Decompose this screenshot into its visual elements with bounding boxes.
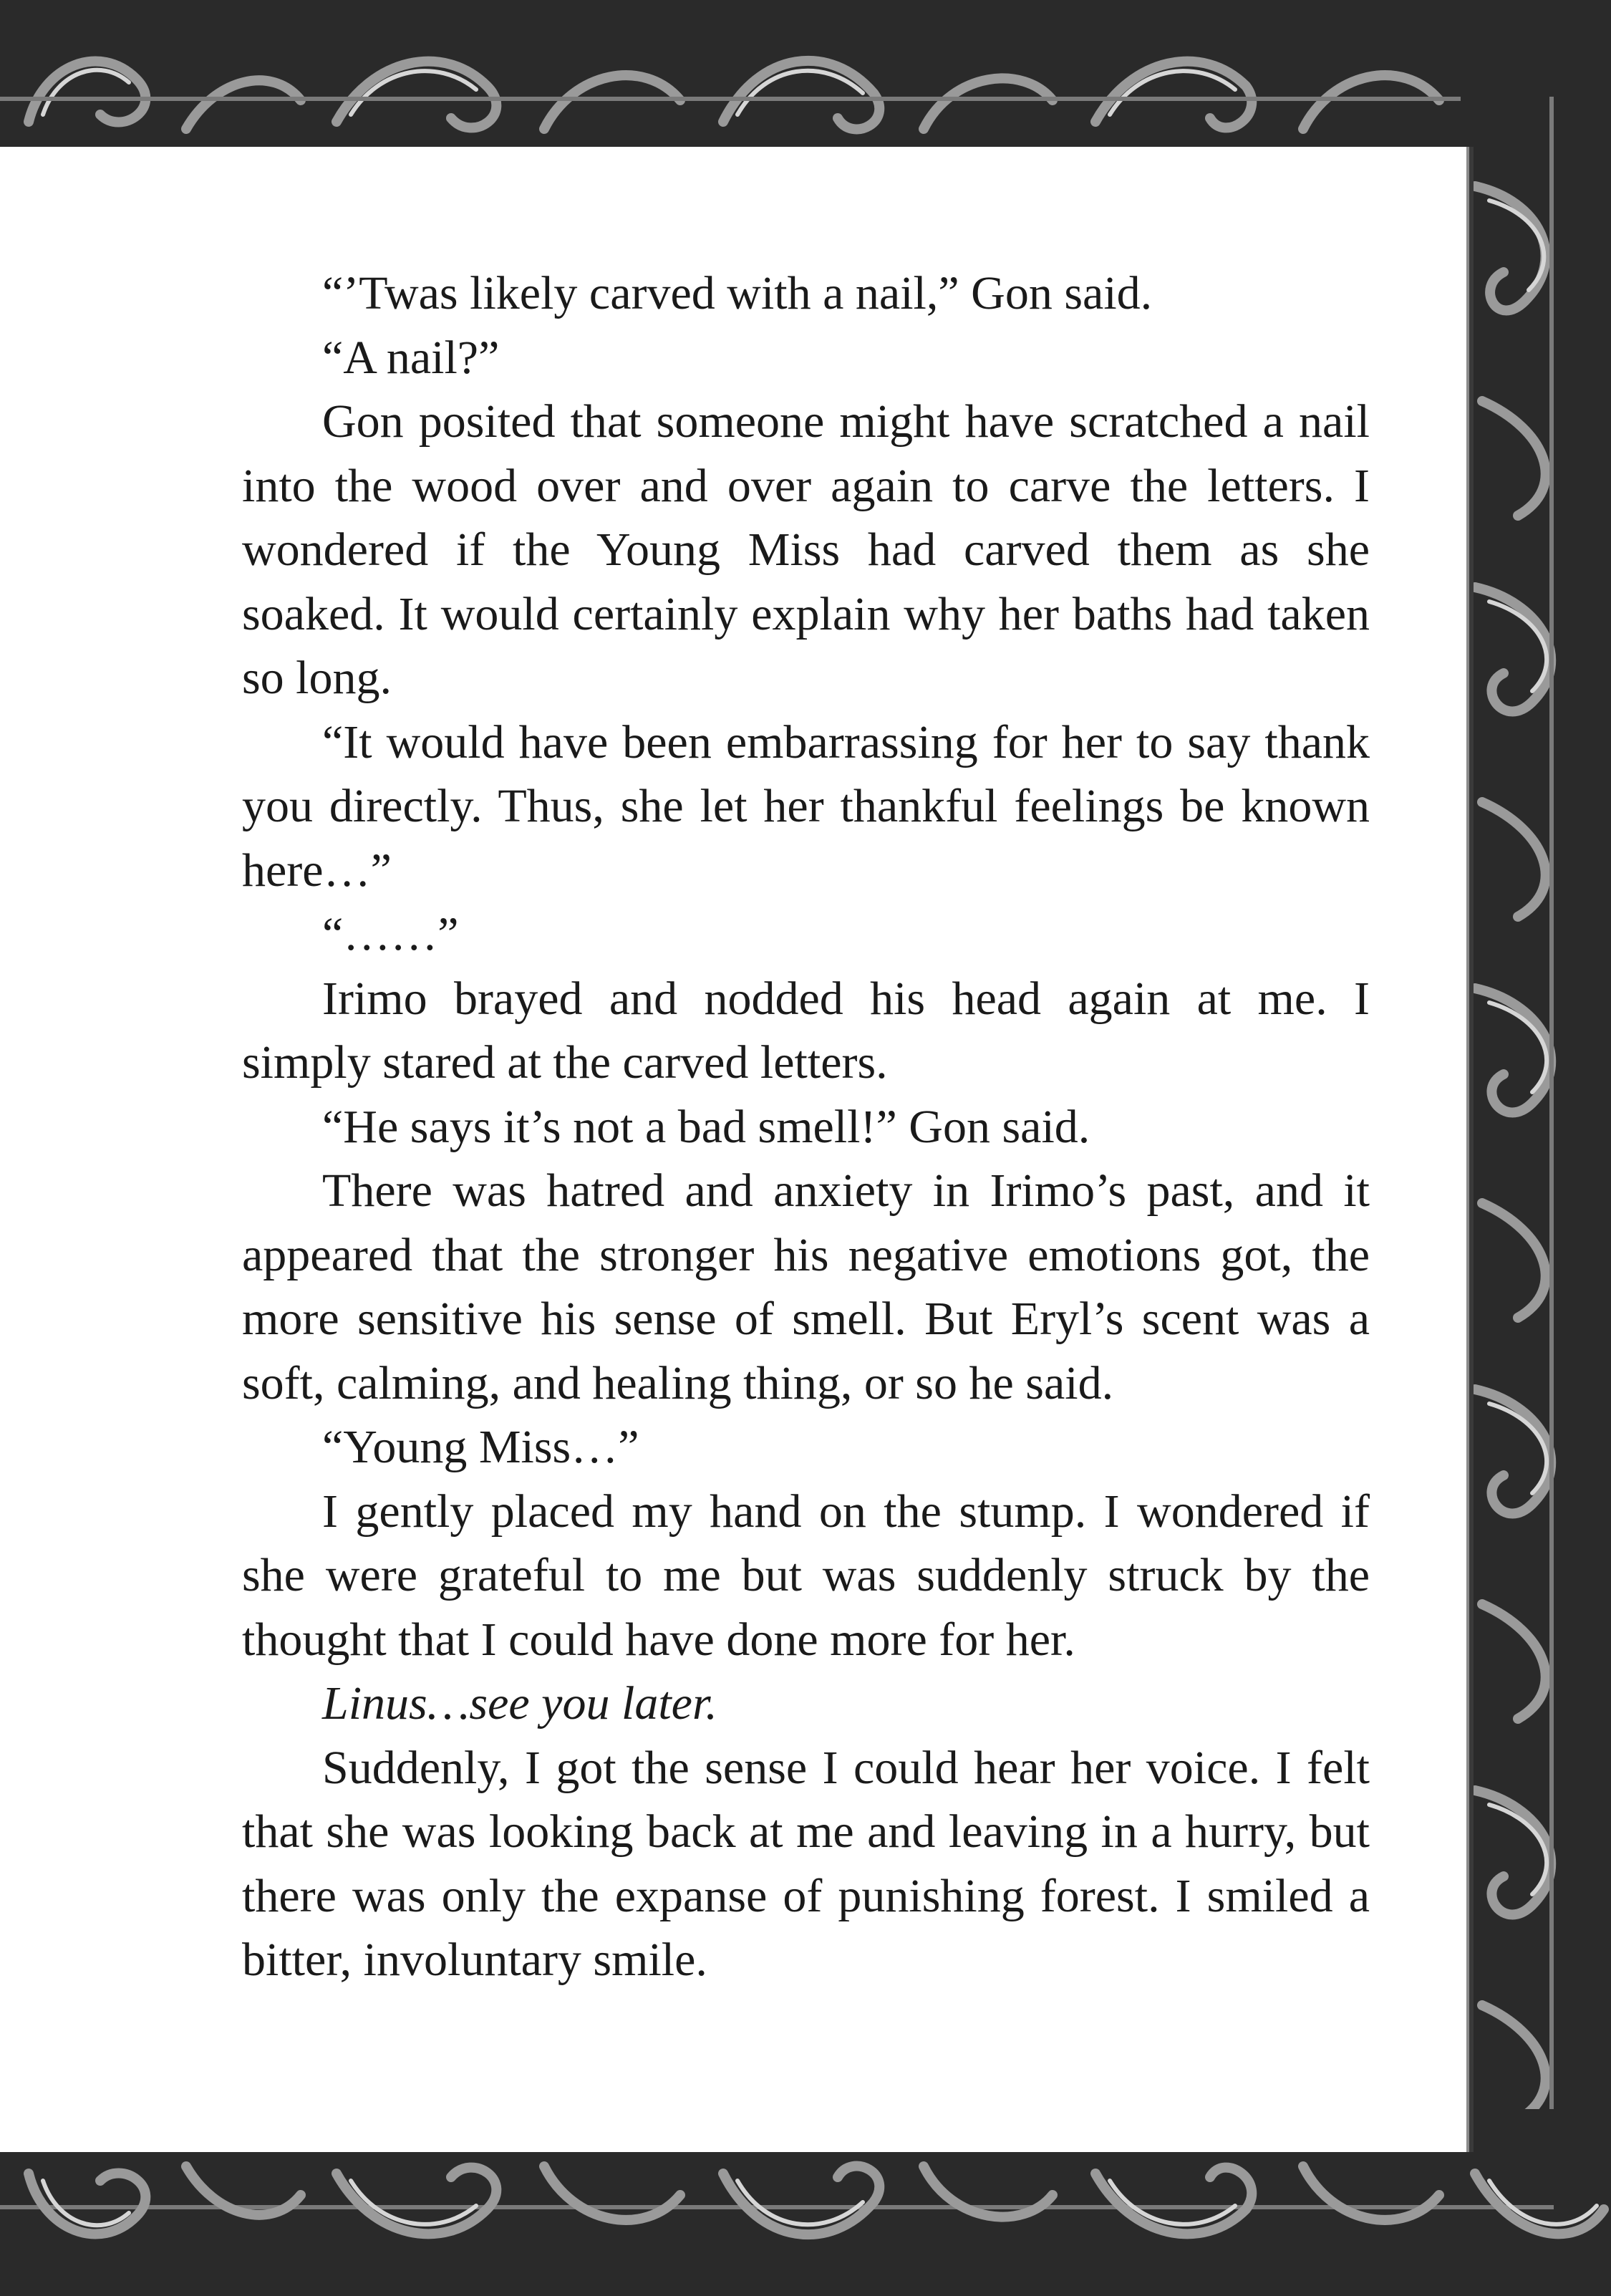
paragraph: “A nail?” (322, 331, 500, 384)
paragraph: “He says it’s not a bad smell!” Gon said. (322, 1100, 1090, 1153)
paragraph: “……” (322, 908, 459, 960)
paragraph: Suddenly, I got the sense I could hear her voice. I felt that she was looking back at me and leaving in a hurry, but there was only the expanse of punishing forest. I smiled a bitter, involuntary smile. (242, 1741, 1370, 1986)
scroll-ornament-icon (1461, 0, 1611, 2296)
italic-thought-paragraph: Linus…see you later. (322, 1677, 717, 1730)
paragraph: “’Twas likely carved with a nail,” Gon said. (322, 267, 1153, 319)
story-text (242, 261, 1370, 1992)
paragraph: I gently placed my hand on the stump. I wondered if she were grateful to me but was suddenly struck by the thought that I could have done more for her. (242, 1485, 1370, 1666)
scroll-ornament-icon (0, 0, 1611, 154)
paragraph: Gon posited that someone might have scratched a nail into the wood over and over again to carve the letters. I wondered if the Young Miss had carved them as she soaked. It would certainly explain why her baths had taken so long. (242, 395, 1370, 704)
paragraph: There was hatred and anxiety in Irimo’s past, and it appeared that the stronger his negative emotions got, the more sensitive his sense of smell. But Eryl’s scent was a soft, calming, and healing thing, or so he said. (242, 1164, 1370, 1409)
page-body (0, 147, 1466, 2152)
right-ornament-border (1461, 0, 1611, 2296)
paragraph: Irimo brayed and nodded his head again at me. I simply stared at the carved letters. (242, 972, 1370, 1089)
top-ornament-border (0, 0, 1611, 154)
paragraph: “It would have been embarrassing for her to say thank you directly. Thus, she let her thankful feelings be known here…” (242, 715, 1370, 897)
paragraph: “Young Miss…” (322, 1421, 639, 1473)
